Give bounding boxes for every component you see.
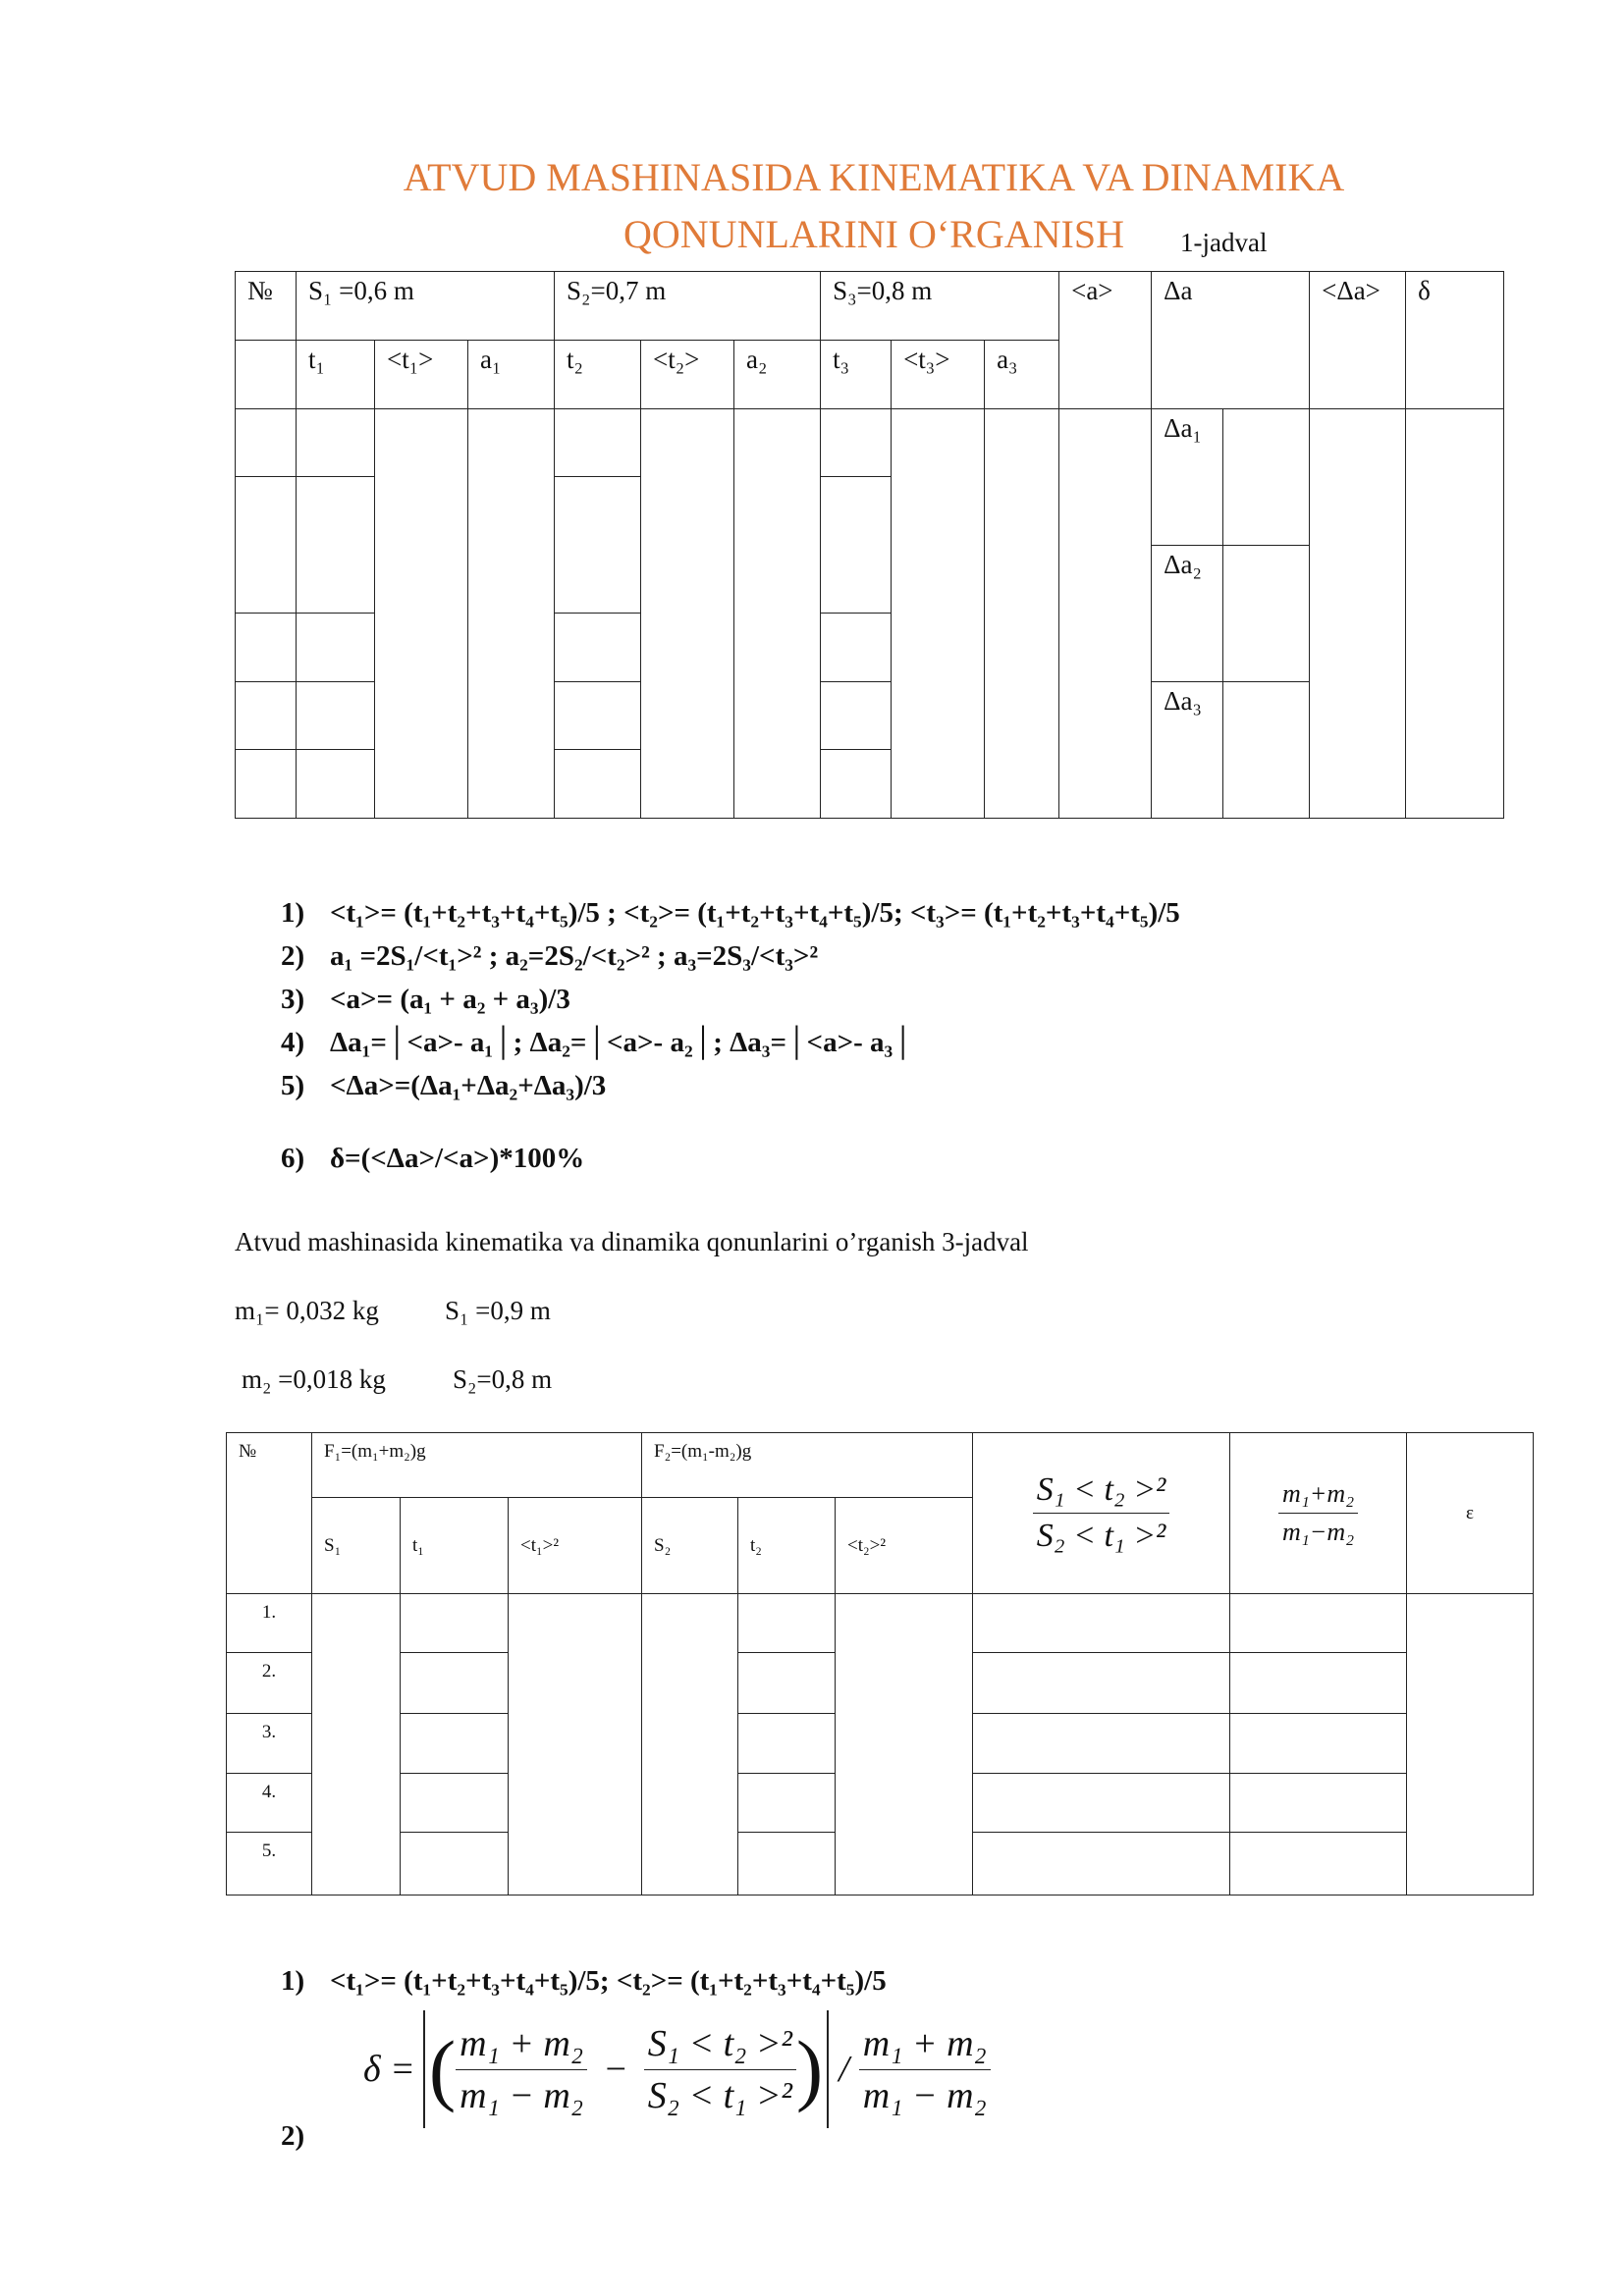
row-number: 4. xyxy=(227,1774,312,1833)
table-cell xyxy=(468,409,555,819)
table-cell xyxy=(821,477,892,614)
table-cell xyxy=(236,750,297,819)
header-s3: S₃=0,8 m xyxy=(821,272,1059,341)
distance-s1: S₁ =0,9 m xyxy=(445,1296,551,1325)
table-cell xyxy=(401,1774,509,1833)
table-cell xyxy=(236,614,297,682)
delta-formula xyxy=(363,2010,991,2128)
table-cell xyxy=(734,409,821,819)
header-f1: F₁=(m₁+m₂)g xyxy=(312,1433,642,1498)
table-cell xyxy=(821,750,892,819)
header-s1: S₁ =0,6 m xyxy=(297,272,555,341)
table-cell xyxy=(555,477,641,614)
table-cell xyxy=(1407,1594,1534,1896)
table-cell xyxy=(297,477,375,614)
header-f2: F₂=(m₁-m₂)g xyxy=(642,1433,973,1498)
mass-m2: m₂ =0,018 kg xyxy=(242,1364,386,1394)
table-cell xyxy=(1230,1594,1407,1653)
table-cell xyxy=(401,1714,509,1774)
subheader-t2-mean: <t₂> xyxy=(641,341,734,409)
delta-frac-2: $\frac{\text{S₁ < t₂ >²}}{\text{S₂ < t₁ >²}}$ xyxy=(644,2022,796,2117)
table-cell xyxy=(738,1833,836,1896)
mass-numerator: m₁+m₂ xyxy=(1278,1479,1358,1514)
header-delta-a: Δa xyxy=(1152,272,1310,409)
formula-item: 6) δ=(<Δa>/<a>)*100% xyxy=(281,1143,585,1174)
table-cell xyxy=(1230,1774,1407,1833)
subheader-a3: a₃ xyxy=(985,341,1059,409)
table-cell xyxy=(236,477,297,614)
table-cell xyxy=(738,1653,836,1714)
subheader-t1-mean: <t₁> xyxy=(375,341,468,409)
table-cell xyxy=(1230,1714,1407,1774)
table-cell xyxy=(297,750,375,819)
delta-a2-label: Δa₂ xyxy=(1152,546,1223,682)
table-cell xyxy=(821,682,892,750)
table-cell xyxy=(555,409,641,477)
table-cell xyxy=(297,682,375,750)
abs-bracket-close xyxy=(827,2010,829,2128)
table-cell xyxy=(973,1714,1230,1774)
table-cell xyxy=(821,409,892,477)
formula-item-2-number: 2) xyxy=(281,2120,305,2152)
table-cell xyxy=(1223,546,1310,682)
table-cell xyxy=(555,614,641,682)
paren-open-icon: ( xyxy=(428,2024,457,2113)
table1-caption: 1-jadval xyxy=(1180,228,1268,257)
subheader-s2: S₂ xyxy=(642,1498,738,1594)
formula-list-1 xyxy=(281,891,1180,1180)
table-cell xyxy=(892,409,985,819)
row-number: 1. xyxy=(227,1594,312,1653)
header-epsilon: ε xyxy=(1407,1433,1534,1594)
header-a-mean: <a> xyxy=(1059,272,1152,409)
results-table-3 xyxy=(226,1432,1534,1896)
table-cell xyxy=(738,1774,836,1833)
table-cell xyxy=(1223,682,1310,819)
delta-lhs: δ = xyxy=(363,2049,415,2090)
subheader-s1: S₁ xyxy=(312,1498,401,1594)
ratio-numerator: S₁ < t₂ >² xyxy=(1033,1471,1170,1514)
results-table-1 xyxy=(235,271,1504,819)
table-cell xyxy=(641,409,734,819)
title-line-2: QONUNLARINI O‘RGANISH xyxy=(623,212,1124,256)
table-cell xyxy=(555,682,641,750)
table-cell xyxy=(236,341,297,409)
formula-item: 1) <t₁>= (t₁+t₂+t₃+t₄+t₅)/5 ; <t₂>= (t₁+t₂+t₃+t₄+t₅)/5; <t₃>= (t₁+t₂+t₃+t₄+t₅)/5 xyxy=(281,897,1180,929)
title-line-1: ATVUD MASHINASIDA KINEMATIKA VA DINAMIKA xyxy=(403,155,1345,199)
table-cell xyxy=(1406,409,1504,819)
subheader-a2: a₂ xyxy=(734,341,821,409)
table-cell xyxy=(985,409,1059,819)
subheader-t2: t₂ xyxy=(738,1498,836,1594)
table-cell xyxy=(375,409,468,819)
minus-sign: − xyxy=(603,2049,628,2090)
subheader-t2: t₂ xyxy=(555,341,641,409)
abs-bracket-open xyxy=(423,2010,425,2128)
delta-a3-label: Δa₃ xyxy=(1152,682,1223,819)
subheader-a1: a₁ xyxy=(468,341,555,409)
header-delta: δ xyxy=(1406,272,1504,409)
formula-item: 1) <t₁>= (t₁+t₂+t₃+t₄+t₅)/5; <t₂>= (t₁+t₂+t₃+t₄+t₅)/5 xyxy=(281,1965,887,1997)
header-time-ratio xyxy=(973,1433,1230,1594)
table-cell xyxy=(642,1594,738,1896)
table-cell xyxy=(401,1594,509,1653)
header-mass-ratio xyxy=(1230,1433,1407,1594)
row-number: 5. xyxy=(227,1833,312,1896)
header-no: № xyxy=(236,272,297,341)
table-cell xyxy=(1223,409,1310,546)
table-cell xyxy=(973,1653,1230,1714)
header-no: № xyxy=(227,1433,312,1594)
table-cell xyxy=(738,1714,836,1774)
subheader-t1: t₁ xyxy=(297,341,375,409)
delta-frac-3: $\frac{\text{m₁ + m₂}}{\text{m₁ − m₂}}$ xyxy=(859,2022,991,2117)
table-cell xyxy=(555,750,641,819)
header-delta-a-mean: <Δa> xyxy=(1310,272,1406,409)
table-cell xyxy=(236,682,297,750)
delta-a1-label: Δa₁ xyxy=(1152,409,1223,546)
subheader-t2-mean-sq: <t₂>² xyxy=(836,1498,973,1594)
table-cell xyxy=(973,1774,1230,1833)
table-cell xyxy=(1059,409,1152,819)
formula-item: 5) <Δa>=(Δa₁+Δa₂+Δa₃)/3 xyxy=(281,1070,607,1101)
table-cell xyxy=(236,409,297,477)
table-cell xyxy=(973,1833,1230,1896)
table-cell xyxy=(1310,409,1406,819)
subheader-t3-mean: <t₃> xyxy=(892,341,985,409)
table-cell xyxy=(297,409,375,477)
table-cell xyxy=(836,1594,973,1896)
subheader-t1: t₁ xyxy=(401,1498,509,1594)
header-s2: S₂=0,7 m xyxy=(555,272,821,341)
table-cell xyxy=(973,1594,1230,1653)
table-cell xyxy=(401,1833,509,1896)
delta-frac-1: $\frac{\text{m₁ + m₂}}{\text{m₁ − m₂}}$ xyxy=(456,2022,587,2117)
subheader-t1-mean-sq: <t₁>² xyxy=(509,1498,642,1594)
table-cell xyxy=(821,614,892,682)
row-number: 2. xyxy=(227,1653,312,1714)
table-cell xyxy=(509,1594,642,1896)
table-cell xyxy=(297,614,375,682)
table-cell xyxy=(1230,1833,1407,1896)
division-slash: / xyxy=(839,2049,849,2090)
formula-item: 3) <a>= (a₁ + a₂ + a₃)/3 xyxy=(281,984,570,1015)
paren-close-icon: ) xyxy=(795,2024,824,2113)
table-cell xyxy=(312,1594,401,1896)
ratio-denominator: S₂ < t₁ >² xyxy=(1036,1518,1166,1554)
formula-item: 4) Δa₁=│<a>- a₁│; Δa₂=│<a>- a₂│; Δa₃=│<a>- a₃│ xyxy=(281,1027,913,1058)
mass-m1: m₁= 0,032 kg xyxy=(235,1296,379,1325)
formula-item: 2) a₁ =2S₁/<t₁>² ; a₂=2S₂/<t₂>² ; a₃=2S₃/<t₃>² xyxy=(281,940,819,972)
section2-heading: Atvud mashinasida kinematika va dinamika qonunlarini o’rganish 3-jadval xyxy=(235,1227,1029,1256)
formula-list-2 xyxy=(281,1959,887,2002)
table-cell xyxy=(401,1653,509,1714)
table-cell xyxy=(738,1594,836,1653)
mass-denominator: m₁−m₂ xyxy=(1281,1518,1355,1546)
table-cell xyxy=(1230,1653,1407,1714)
subheader-t3: t₃ xyxy=(821,341,892,409)
row-number: 3. xyxy=(227,1714,312,1774)
distance-s2: S₂=0,8 m xyxy=(453,1364,553,1394)
page-title xyxy=(236,149,1512,263)
